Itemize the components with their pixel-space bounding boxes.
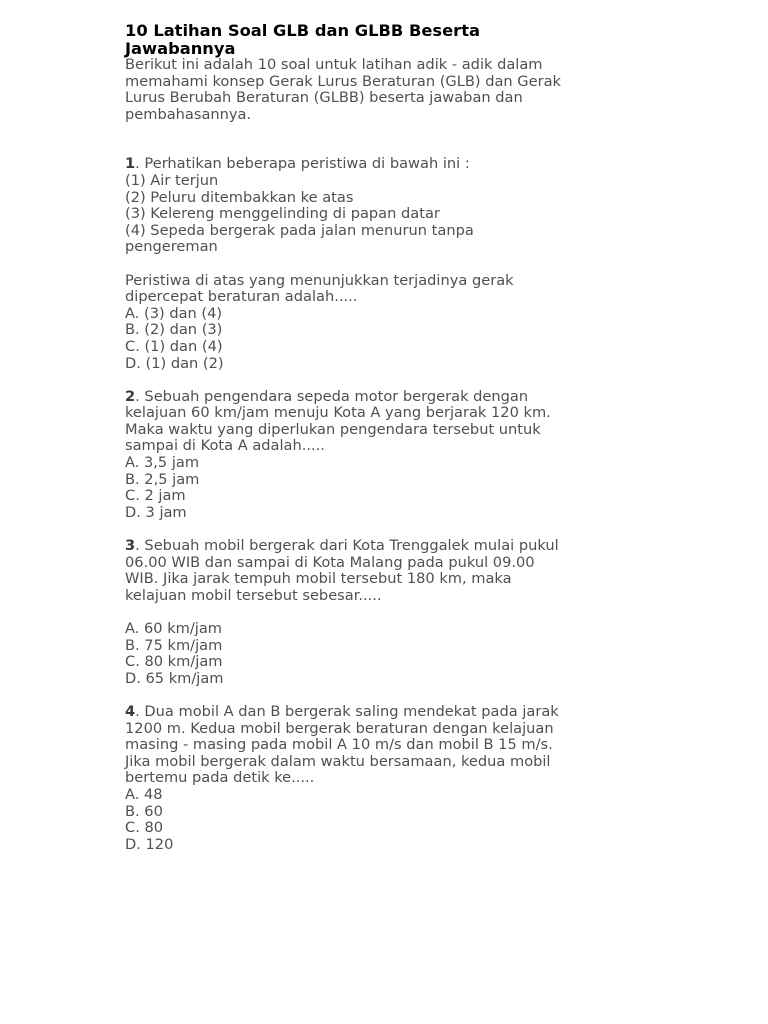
- answer-option: D. (1) dan (2): [125, 354, 224, 372]
- question-prompt-line: dipercepat beraturan adalah.....: [125, 288, 358, 306]
- answer-option: A. 48: [125, 785, 163, 803]
- answer-option: B. 2,5 jam: [125, 470, 200, 488]
- intro-paragraph: [125, 57, 645, 123]
- document-page: [125, 22, 645, 853]
- question-3: [125, 538, 645, 687]
- answer-option: C. (1) dan (4): [125, 337, 223, 355]
- answer-option: C. 80: [125, 819, 164, 837]
- question-text: . Sebuah pengendara sepeda motor bergerak dengan: [135, 387, 529, 405]
- answer-option: D. 3 jam: [125, 503, 187, 521]
- answer-option: B. (2) dan (3): [125, 321, 223, 339]
- question-first-line: [125, 156, 645, 173]
- page-title: [125, 22, 645, 57]
- question-number: 4: [125, 702, 136, 720]
- question-1: [125, 156, 645, 372]
- question-text: . Perhatikan beberapa peristiwa di bawah ini :: [135, 155, 470, 173]
- question-number: 3: [125, 537, 136, 555]
- answer-option: A. 3,5 jam: [125, 454, 200, 472]
- question-2: [125, 389, 645, 522]
- question-line: (2) Peluru ditembakkan ke atas: [125, 188, 354, 206]
- intro-line: Berikut ini adalah 10 soal untuk latihan adik - adik dalam: [125, 56, 543, 73]
- question-first-line: [125, 704, 645, 721]
- intro-line: memahami konsep Gerak Lurus Beraturan (GLB) dan Gerak: [125, 72, 561, 90]
- title-line: Jawabannya: [125, 38, 236, 58]
- intro-line: pembahasannya.: [125, 105, 252, 123]
- intro-line: Lurus Berubah Beraturan (GLBB) beserta jawaban dan: [125, 89, 523, 107]
- answer-option: B. 60: [125, 802, 163, 820]
- question-line: (4) Sepeda bergerak pada jalan menurun tanpa: [125, 221, 474, 239]
- question-line: pengereman: [125, 238, 218, 256]
- question-line: Maka waktu yang diperlukan pengendara tersebut untuk: [125, 420, 541, 438]
- question-line: Jika mobil bergerak dalam waktu bersamaan, kedua mobil: [125, 752, 551, 770]
- question-number: 2: [125, 387, 136, 405]
- question-first-line: [125, 389, 645, 406]
- question-4: [125, 704, 645, 853]
- question-number: 1: [125, 155, 136, 173]
- question-text: . Sebuah mobil bergerak dari Kota Trenggalek mulai pukul: [135, 537, 559, 555]
- answer-option: B. 75 km/jam: [125, 636, 223, 654]
- question-line: bertemu pada detik ke.....: [125, 769, 315, 787]
- answer-option: A. 60 km/jam: [125, 620, 223, 637]
- answer-option: C. 2 jam: [125, 487, 186, 505]
- answer-option: A. (3) dan (4): [125, 304, 223, 322]
- title-line: 10 Latihan Soal GLB dan GLBB Beserta: [125, 21, 480, 40]
- question-line: 1200 m. Kedua mobil bergerak beraturan dengan kelajuan: [125, 719, 554, 737]
- answer-option: D. 120: [125, 835, 174, 853]
- question-first-line: [125, 538, 645, 555]
- question-prompt-line: Peristiwa di atas yang menunjukkan terjadinya gerak: [125, 271, 514, 289]
- question-line: (3) Kelereng menggelinding di papan datar: [125, 205, 440, 223]
- question-line: kelajuan 60 km/jam menuju Kota A yang berjarak 120 km.: [125, 404, 551, 422]
- question-line: masing - masing pada mobil A 10 m/s dan mobil B 15 m/s.: [125, 736, 553, 754]
- question-line: kelajuan mobil tersebut sebesar.....: [125, 586, 382, 604]
- question-line: sampai di Kota A adalah.....: [125, 437, 325, 455]
- question-line: 06.00 WIB dan sampai di Kota Malang pada pukul 09.00: [125, 553, 535, 571]
- answer-option: C. 80 km/jam: [125, 653, 223, 671]
- question-text: . Dua mobil A dan B bergerak saling mendekat pada jarak: [135, 702, 559, 720]
- question-line: (1) Air terjun: [125, 171, 219, 189]
- answer-option: D. 65 km/jam: [125, 669, 224, 687]
- question-line: WIB. Jika jarak tempuh mobil tersebut 180 km, maka: [125, 570, 512, 588]
